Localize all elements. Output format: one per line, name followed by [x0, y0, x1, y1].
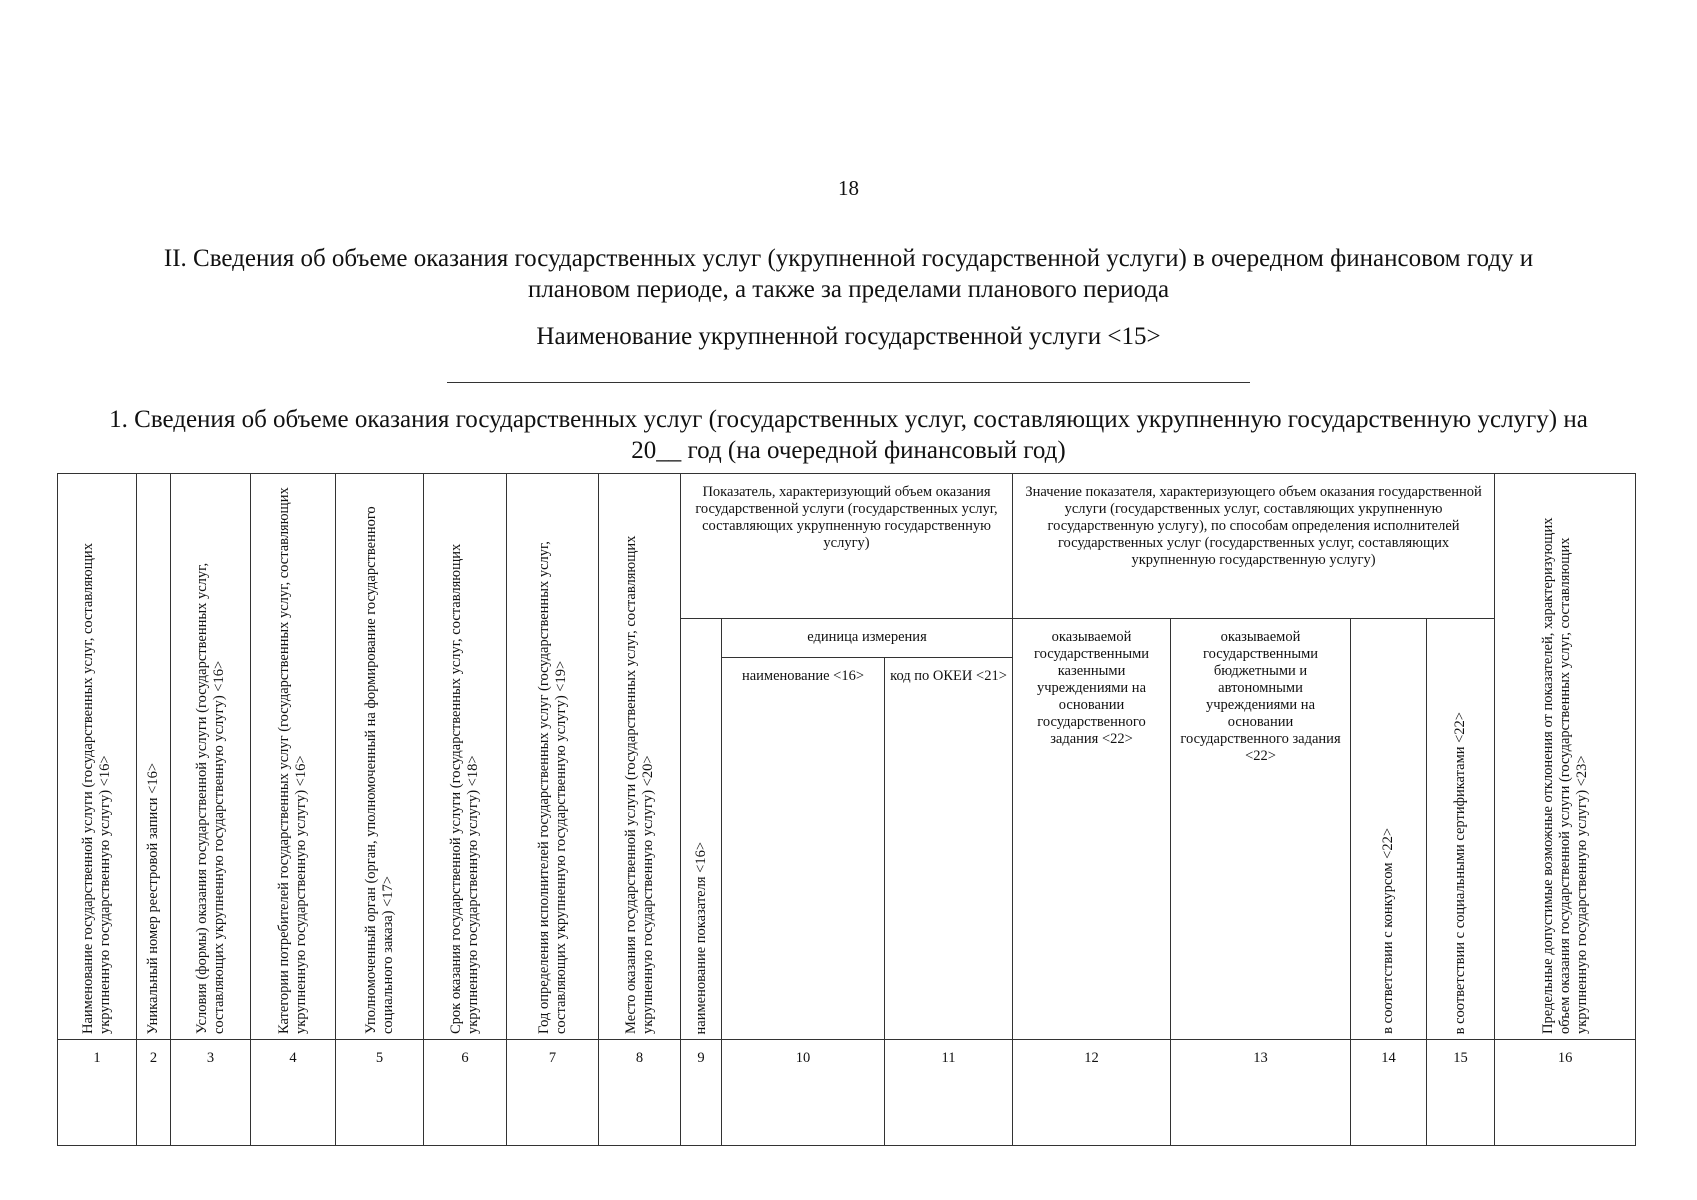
header-col-10: наименование <16> — [722, 658, 885, 1040]
column-number: 16 — [1495, 1040, 1636, 1146]
header-col-7: Год определения исполнителей государственных услуг (государственных услуг, составляющих укрупненную государственную услугу) <19> — [507, 474, 599, 1040]
header-col-16: Предельные допустимые возможные отклонения от показателей, характеризующих объем оказания государственной услуги (государственных услуг, составляющих укрупненную государственную услугу) <23> — [1495, 474, 1636, 1040]
subsection-title: 1. Сведения об объеме оказания государственных услуг (государственных услуг, составляющих укрупненную государственную услугу) на 20__ год (на очередной финансовый год) — [109, 406, 1588, 464]
column-number: 14 — [1351, 1040, 1427, 1146]
header-col-5: Уполномоченный орган (орган, уполномоченный на формирование государственного социального заказа) <17> — [336, 474, 424, 1040]
header-col-1: Наименование государственной услуги (государственных услуг, составляющих укрупненную государственную услугу) <16> — [58, 474, 137, 1040]
service-name-label: Наименование укрупненной государственной услуги <15> — [536, 323, 1161, 350]
column-number: 8 — [599, 1040, 681, 1146]
column-number: 2 — [137, 1040, 171, 1146]
header-value-group: Значение показателя, характеризующего объем оказания государственной услуги (государственных услуг, составляющих укрупненную государственную услугу), по способам определения исполнителей государственных услуг (государственных услуг, составляющих укрупненную государственную услугу) — [1013, 474, 1495, 619]
page-number: 18 — [838, 176, 859, 200]
column-number: 1 — [58, 1040, 137, 1146]
column-number: 12 — [1013, 1040, 1171, 1146]
header-col-6: Срок оказания государственной услуги (государственных услуг, составляющих укрупненную государственную услугу) <18> — [424, 474, 507, 1040]
header-unit-group: единица измерения — [722, 619, 1013, 658]
column-number: 7 — [507, 1040, 599, 1146]
header-col-13: оказываемой государственными бюджетными и автономными учреждениями на основании государственного задания <22> — [1171, 619, 1351, 1040]
header-col-2: Уникальный номер реестровой записи <16> — [137, 474, 171, 1040]
header-col-15: в соответствии с социальными сертификатами <22> — [1427, 619, 1495, 1040]
header-col-9: наименование показателя <16> — [681, 619, 722, 1040]
column-number: 9 — [681, 1040, 722, 1146]
column-number: 11 — [885, 1040, 1013, 1146]
column-number: 5 — [336, 1040, 424, 1146]
section-title: II. Сведения об объеме оказания государственных услуг (укрупненной государственной услуги) в очередном финансовом году и плановом периоде, а также за пределами планового периода — [163, 245, 1534, 303]
header-col-14: в соответствии с конкурсом <22> — [1351, 619, 1427, 1040]
volume-table — [57, 473, 1636, 1146]
column-number: 13 — [1171, 1040, 1351, 1146]
column-number: 4 — [251, 1040, 336, 1146]
column-number-row — [58, 1040, 1636, 1146]
column-number: 15 — [1427, 1040, 1495, 1146]
service-name-blank-line[interactable] — [447, 382, 1250, 383]
header-col-3: Условия (формы) оказания государственной услуги (государственных услуг, составляющих укрупненную государственную услугу) <16> — [171, 474, 251, 1040]
header-col-8: Место оказания государственной услуги (государственных услуг, составляющих укрупненную государственную услугу) <20> — [599, 474, 681, 1040]
header-col-12: оказываемой государственными казенными учреждениями на основании государственного задания <22> — [1013, 619, 1171, 1040]
header-indicator-group: Показатель, характеризующий объем оказания государственной услуги (государственных услуг, составляющих укрупненную государственную услугу) — [681, 474, 1013, 619]
header-col-4: Категории потребителей государственных услуг (государственных услуг, составляющих укрупненную государственную услугу) <16> — [251, 474, 336, 1040]
header-col-11: код по ОКЕИ <21> — [885, 658, 1013, 1040]
column-number: 6 — [424, 1040, 507, 1146]
column-number: 10 — [722, 1040, 885, 1146]
column-number: 3 — [171, 1040, 251, 1146]
